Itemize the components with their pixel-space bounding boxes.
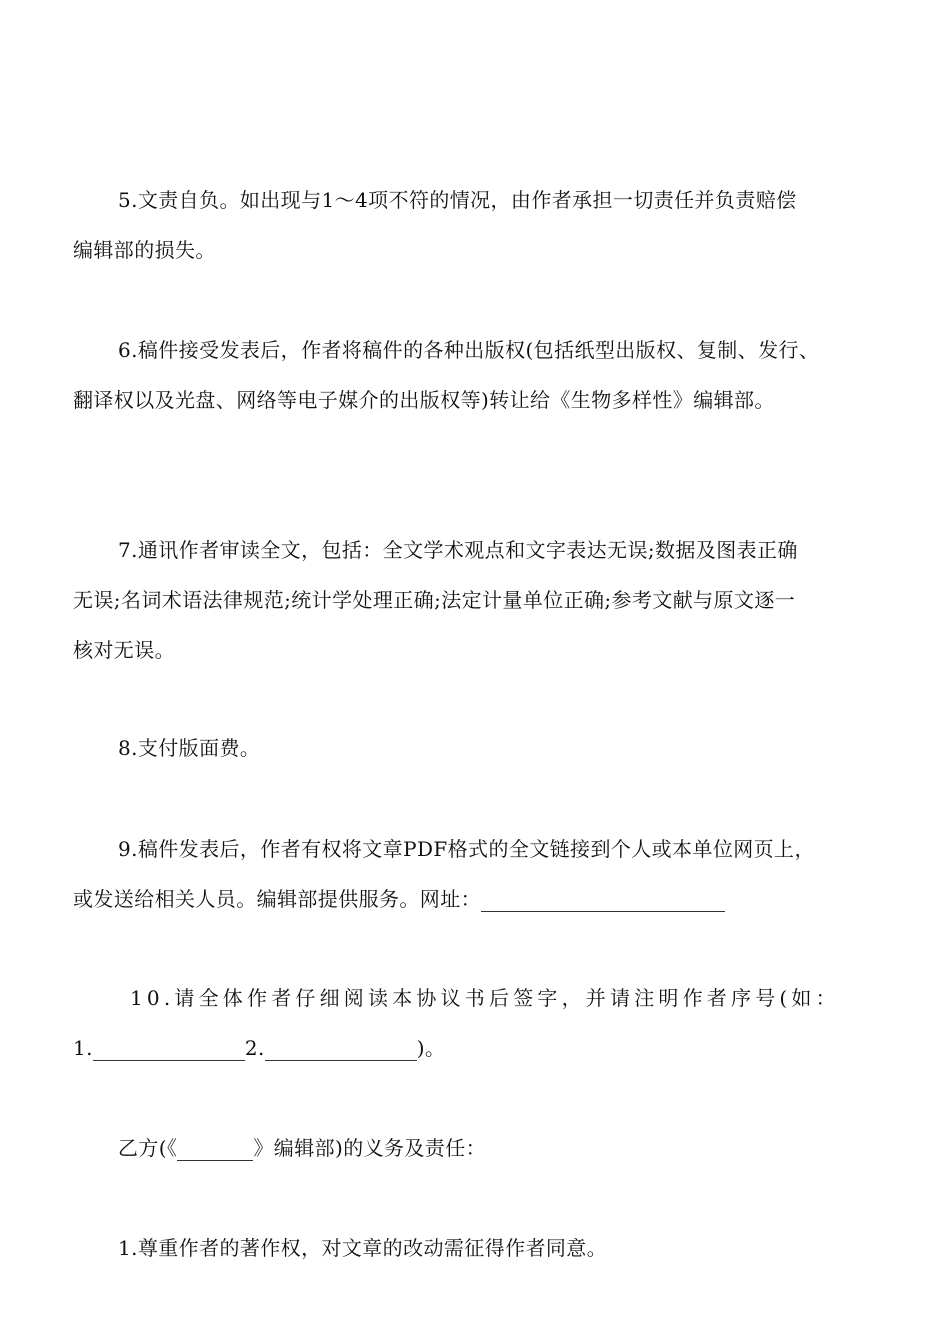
clause-9-line-2: [73, 874, 888, 924]
journal-name-blank[interactable]: [177, 1132, 253, 1161]
clause-9-line-1: 9.稿件发表后，作者有权将文章PDF格式的全文链接到个人或本单位网页上，: [118, 837, 815, 861]
clause-8-line-1: 8.支付版面费。: [118, 736, 261, 760]
clause-7-line-2: 无误;名词术语法律规范;统计学处理正确;法定计量单位正确;参考文献与原文逐一: [73, 588, 796, 612]
clause-10-line-2: [73, 1023, 888, 1073]
clause-10: [73, 973, 888, 1073]
clause-7-line-1: 7.通讯作者审读全文，包括：全文学术观点和文字表达无误;数据及图表正确: [118, 538, 798, 562]
party-b-prefix: 乙方(《: [118, 1136, 178, 1160]
clause-6: [73, 325, 888, 425]
clause-7: [73, 525, 888, 675]
party-b-clause-1: [73, 1223, 888, 1273]
clause-6-line-2: 翻译权以及光盘、网络等电子媒介的出版权等)转让给《生物多样性》编辑部。: [73, 388, 775, 412]
clause-7-line-3: 核对无误。: [73, 638, 175, 662]
clause-9: [73, 824, 888, 924]
seq-close: )。: [416, 1036, 446, 1060]
clause-5: [73, 175, 888, 275]
party-b-suffix: 》编辑部)的义务及责任：: [253, 1136, 487, 1160]
clause-5-line-1: 5.文责自负。如出现与1～4项不符的情况，由作者承担一切责任并负责赔偿: [118, 188, 797, 212]
clause-10-line-1: 10.请全体作者仔细阅读本协议书后签字，并请注明作者序号(如：: [130, 986, 840, 1010]
seq-blank-2[interactable]: [265, 1032, 417, 1061]
clause-9-line-2-text: 或发送给相关人员。编辑部提供服务。网址：: [73, 887, 481, 911]
seq-label-2: 2.: [244, 1036, 265, 1060]
party-b-clause-1-line-1: 1.尊重作者的著作权，对文章的改动需征得作者同意。: [118, 1236, 608, 1260]
clause-5-line-2: 编辑部的损失。: [73, 238, 216, 262]
party-b-heading-line: [73, 1123, 888, 1173]
seq-label-1: 1.: [73, 1036, 93, 1060]
party-b-heading: [73, 1123, 888, 1173]
url-blank-field[interactable]: [481, 883, 725, 912]
clause-8: [73, 723, 888, 773]
seq-blank-1[interactable]: [93, 1032, 245, 1061]
clause-6-line-1: 6.稿件接受发表后，作者将稿件的各种出版权(包括纸型出版权、复制、发行、: [118, 338, 820, 362]
